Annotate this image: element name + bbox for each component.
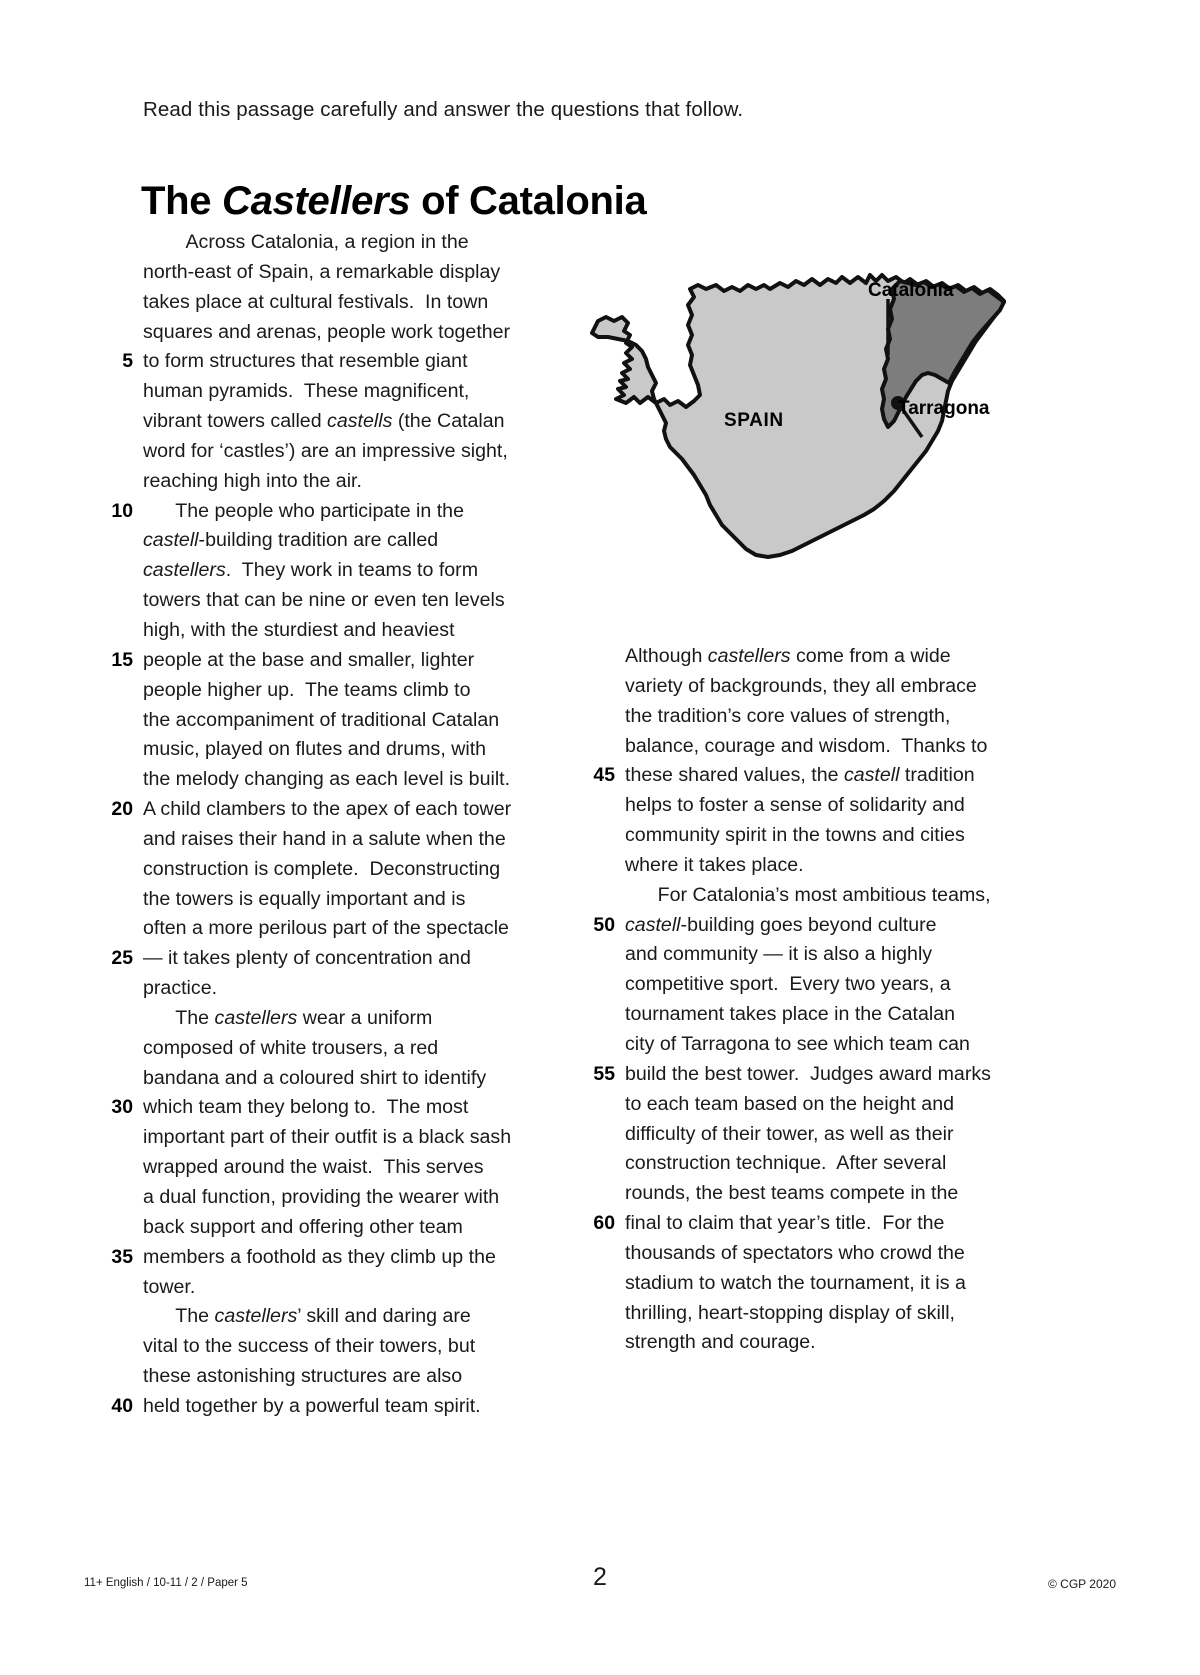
passage-line-text bbox=[143, 1123, 511, 1153]
passage-line-text bbox=[143, 676, 470, 706]
passage-line-text bbox=[625, 821, 965, 851]
map-label-tarragona: Tarragona bbox=[898, 398, 990, 419]
line-text-segment: Although bbox=[625, 645, 708, 667]
line-text-segment: -building goes beyond culture bbox=[680, 913, 937, 936]
passage-line bbox=[96, 407, 526, 437]
line-number: 20 bbox=[111, 798, 133, 821]
passage-line-text bbox=[625, 851, 804, 881]
passage-line bbox=[96, 288, 526, 318]
passage-line-text bbox=[625, 1000, 955, 1030]
map-label-catalonia: Catalonia bbox=[868, 280, 954, 301]
title-italic-word: Castellers bbox=[222, 178, 411, 223]
line-italic-term: castellers bbox=[214, 1305, 298, 1328]
passage-line bbox=[578, 970, 1008, 1000]
passage-line-text bbox=[143, 795, 511, 825]
line-text-segment: wrapped around the waist. This serves bbox=[143, 1156, 484, 1179]
passage-line-text bbox=[143, 258, 500, 288]
line-text-segment: thrilling, heart-stopping display of skill, bbox=[625, 1301, 955, 1324]
line-text-segment: variety of backgrounds, they all embrace bbox=[625, 674, 977, 697]
map-of-spain bbox=[570, 255, 1010, 585]
line-text-segment: and raises their hand in a salute when the bbox=[143, 827, 506, 850]
line-number: 5 bbox=[122, 350, 133, 373]
line-text-segment: reaching high into the air. bbox=[143, 469, 362, 492]
passage-line-text bbox=[143, 467, 362, 497]
passage-line-text bbox=[143, 1273, 195, 1303]
passage-line bbox=[578, 1060, 1008, 1090]
line-text-segment: often a more perilous part of the spectacle bbox=[143, 917, 509, 940]
line-text-segment: music, played on flutes and drums, with bbox=[143, 738, 487, 761]
line-text-segment: and community — it is also a highly bbox=[625, 943, 933, 966]
line-text-segment: the melody changing as each level is built. bbox=[143, 768, 511, 791]
passage-line-text bbox=[625, 1269, 966, 1299]
line-number: 35 bbox=[111, 1245, 133, 1268]
line-italic-term: castellers bbox=[214, 1006, 298, 1029]
reading-instruction: Read this passage carefully and answer the questions that follow. bbox=[143, 98, 744, 121]
line-text-segment: members a foothold as they climb up the bbox=[143, 1245, 496, 1268]
passage-line bbox=[578, 1269, 1008, 1299]
passage-line-text bbox=[143, 1153, 484, 1183]
line-text-segment: these astonishing structures are also bbox=[143, 1365, 463, 1388]
passage-line-text bbox=[143, 616, 455, 646]
passage-line-text bbox=[143, 944, 471, 974]
line-text-segment: towers that can be nine or even ten levels bbox=[143, 589, 505, 612]
passage-line bbox=[96, 1183, 526, 1213]
passage-line-text bbox=[143, 1302, 471, 1332]
passage-line bbox=[96, 646, 526, 676]
passage-line bbox=[578, 672, 1008, 702]
line-text-segment: helps to foster a sense of solidarity and bbox=[625, 794, 965, 817]
passage-line bbox=[96, 467, 526, 497]
line-number: 60 bbox=[593, 1212, 615, 1235]
passage-line bbox=[578, 1149, 1008, 1179]
passage-line bbox=[96, 914, 526, 944]
passage-line-text bbox=[143, 646, 474, 676]
passage-line-text bbox=[625, 1060, 991, 1090]
line-text-segment: the towers is equally important and is bbox=[143, 887, 466, 910]
passage-line bbox=[96, 377, 526, 407]
line-italic-term: castell bbox=[625, 913, 681, 936]
passage-line-text bbox=[143, 1392, 481, 1422]
passage-line-text bbox=[625, 970, 951, 1000]
passage-line bbox=[96, 1243, 526, 1273]
line-text-segment: difficulty of their tower, as well as their bbox=[625, 1122, 954, 1145]
passage-line-text bbox=[143, 556, 478, 586]
passage-line bbox=[578, 1239, 1008, 1269]
passage-line-text bbox=[625, 642, 951, 672]
passage-line-text bbox=[625, 1179, 958, 1209]
title-text-before: The bbox=[141, 178, 223, 223]
passage-line-text bbox=[143, 1243, 496, 1273]
passage-line-text bbox=[143, 318, 510, 348]
line-text-segment: the accompaniment of traditional Catalan bbox=[143, 708, 500, 731]
passage-line bbox=[96, 1093, 526, 1123]
line-text-segment: held together by a powerful team spirit. bbox=[143, 1394, 481, 1417]
passage-line-text bbox=[143, 914, 509, 944]
footer-reference: 11+ English / 10-11 / 2 / Paper 5 bbox=[84, 1577, 248, 1589]
line-text-segment: tradition bbox=[899, 764, 975, 787]
line-number: 30 bbox=[111, 1096, 133, 1119]
passage-line-text bbox=[143, 377, 469, 407]
line-text-segment: stadium to watch the tournament, it is a bbox=[625, 1271, 966, 1294]
line-text-segment: where it takes place. bbox=[625, 853, 804, 876]
passage-line-text bbox=[143, 1034, 438, 1064]
passage-line-text bbox=[143, 526, 438, 556]
passage-line bbox=[96, 1153, 526, 1183]
page-footer bbox=[0, 1555, 1200, 1675]
passage-line bbox=[578, 1120, 1008, 1150]
line-text-segment: to each team based on the height and bbox=[625, 1092, 954, 1115]
line-text-segment: human pyramids. These magnificent, bbox=[143, 380, 470, 403]
passage-line bbox=[96, 885, 526, 915]
passage-line bbox=[578, 732, 1008, 762]
passage-line-text bbox=[625, 761, 975, 791]
passage-line bbox=[96, 1034, 526, 1064]
passage-line-text bbox=[625, 702, 950, 732]
passage-line bbox=[96, 1064, 526, 1094]
passage-line-text bbox=[625, 1299, 955, 1329]
passage-line bbox=[96, 497, 526, 527]
line-number: 45 bbox=[593, 764, 615, 787]
passage-line-text bbox=[625, 1030, 970, 1060]
passage-line-text bbox=[625, 1209, 944, 1239]
line-text-segment: rounds, the best teams compete in the bbox=[625, 1182, 959, 1205]
passage-line bbox=[96, 795, 526, 825]
line-text-segment: composed of white trousers, a red bbox=[143, 1036, 439, 1059]
passage-line-text bbox=[143, 347, 468, 377]
passage-line bbox=[96, 1392, 526, 1422]
line-text-segment: these shared values, the bbox=[625, 764, 844, 787]
passage-line bbox=[96, 974, 526, 1004]
line-text-segment: north-east of Spain, a remarkable display bbox=[143, 260, 501, 283]
line-italic-term: castell bbox=[843, 764, 900, 787]
page-title bbox=[141, 179, 646, 224]
passage-line-text bbox=[143, 735, 486, 765]
line-text-segment: A child clambers to the apex of each tower bbox=[143, 798, 512, 821]
passage-line-text bbox=[625, 1328, 816, 1358]
passage-line bbox=[96, 347, 526, 377]
passage-line bbox=[96, 526, 526, 556]
line-text-segment: thousands of spectators who crowd the bbox=[625, 1241, 965, 1264]
passage-line-text bbox=[625, 881, 991, 911]
passage-line bbox=[96, 1302, 526, 1332]
line-text-segment: final to claim that year’s title. For the bbox=[625, 1212, 945, 1235]
line-text-segment: The people who participate in the bbox=[143, 499, 464, 522]
passage-column-right bbox=[578, 642, 1008, 1358]
passage-line bbox=[96, 735, 526, 765]
passage-line-text bbox=[625, 1149, 946, 1179]
passage-line-text bbox=[143, 855, 500, 885]
title-text-after: of Catalonia bbox=[410, 178, 647, 223]
passage-line-text bbox=[143, 228, 469, 258]
passage-line-text bbox=[143, 706, 499, 736]
passage-line-text bbox=[625, 1120, 954, 1150]
line-text-segment: Across Catalonia, a region in the bbox=[143, 231, 469, 253]
passage-line-text bbox=[143, 974, 217, 1004]
passage-line bbox=[96, 1273, 526, 1303]
map-label-spain: SPAIN bbox=[724, 410, 784, 431]
passage-line bbox=[96, 556, 526, 586]
line-text-segment: For Catalonia’s most ambitious teams, bbox=[625, 883, 991, 906]
line-text-segment: a dual function, providing the wearer with bbox=[143, 1186, 500, 1208]
line-text-segment: community spirit in the towns and cities bbox=[625, 824, 965, 847]
line-text-segment: vibrant towers called bbox=[143, 410, 328, 433]
passage-line bbox=[578, 821, 1008, 851]
line-text-segment: (the Catalan bbox=[392, 410, 505, 433]
passage-line bbox=[96, 1332, 526, 1362]
line-text-segment: ’ skill and daring are bbox=[297, 1305, 471, 1328]
passage-line bbox=[96, 258, 526, 288]
passage-line-text bbox=[625, 791, 965, 821]
passage-line-text bbox=[625, 1239, 965, 1269]
line-text-segment: people at the base and smaller, lighter bbox=[143, 648, 475, 671]
line-text-segment: which team they belong to. The most bbox=[143, 1096, 469, 1119]
line-text-segment: the tradition’s core values of strength, bbox=[625, 704, 951, 727]
passage-line-text bbox=[143, 1183, 499, 1213]
line-text-segment: -building tradition are called bbox=[198, 529, 439, 552]
passage-line-text bbox=[625, 1090, 954, 1120]
passage-line bbox=[578, 1179, 1008, 1209]
passage-line bbox=[96, 616, 526, 646]
line-text-segment: wear a uniform bbox=[297, 1006, 433, 1029]
passage-line bbox=[96, 1004, 526, 1034]
line-text-segment: balance, courage and wisdom. Thanks to bbox=[625, 734, 988, 757]
line-text-segment: back support and offering other team bbox=[143, 1215, 463, 1238]
line-number: 10 bbox=[111, 499, 133, 522]
passage-line-text bbox=[143, 586, 505, 616]
line-italic-term: castellers bbox=[143, 559, 226, 582]
passage-line bbox=[578, 881, 1008, 911]
line-text-segment: practice. bbox=[143, 977, 218, 1000]
passage-line-text bbox=[625, 672, 977, 702]
passage-line bbox=[578, 851, 1008, 881]
passage-line bbox=[578, 1000, 1008, 1030]
passage-line-text bbox=[625, 911, 937, 941]
passage-line bbox=[578, 702, 1008, 732]
line-text-segment: word for ‘castles’) are an impressive sight, bbox=[143, 439, 508, 462]
line-text-segment: tower. bbox=[143, 1275, 196, 1298]
passage-line bbox=[96, 586, 526, 616]
passage-line-text bbox=[143, 288, 488, 318]
passage-line bbox=[578, 642, 1008, 672]
line-number: 55 bbox=[593, 1062, 615, 1085]
line-text-segment: strength and courage. bbox=[625, 1331, 816, 1354]
passage-line bbox=[578, 1090, 1008, 1120]
passage-column-left bbox=[96, 228, 526, 1422]
line-text-segment: high, with the sturdiest and heaviest bbox=[143, 618, 455, 641]
line-number: 50 bbox=[593, 913, 615, 936]
line-text-segment: — it takes plenty of concentration and bbox=[143, 947, 471, 970]
passage-line-text bbox=[143, 885, 465, 915]
passage-line bbox=[578, 1299, 1008, 1329]
passage-line-text bbox=[143, 1213, 463, 1243]
line-text-segment: The bbox=[143, 1305, 215, 1328]
line-italic-term: castell bbox=[143, 529, 199, 552]
line-number: 25 bbox=[111, 947, 133, 970]
footer-copyright: © CGP 2020 bbox=[1048, 1577, 1116, 1591]
passage-line-text bbox=[143, 437, 508, 467]
passage-line-text bbox=[143, 1362, 462, 1392]
passage-line bbox=[578, 761, 1008, 791]
passage-line-text bbox=[143, 1332, 475, 1362]
passage-line bbox=[96, 437, 526, 467]
passage-line bbox=[96, 706, 526, 736]
line-text-segment: takes place at cultural festivals. In town bbox=[143, 290, 489, 313]
line-text-segment: construction is complete. Deconstructing bbox=[143, 857, 501, 880]
passage-line-text bbox=[143, 1093, 468, 1123]
map-svg bbox=[570, 255, 1010, 585]
line-number: 15 bbox=[111, 648, 133, 671]
passage-line bbox=[96, 228, 526, 258]
passage-line-text bbox=[625, 732, 987, 762]
passage-line-text bbox=[143, 825, 506, 855]
line-text-segment: . They work in teams to form bbox=[225, 559, 479, 582]
line-text-segment: squares and arenas, people work together bbox=[143, 320, 511, 343]
line-text-segment: construction technique. After several bbox=[625, 1152, 947, 1175]
line-text-segment: tournament takes place in the Catalan bbox=[625, 1003, 956, 1026]
passage-line bbox=[96, 1362, 526, 1392]
passage-line bbox=[96, 855, 526, 885]
passage-line bbox=[578, 1209, 1008, 1239]
passage-line bbox=[96, 944, 526, 974]
passage-line bbox=[578, 1328, 1008, 1358]
page-number: 2 bbox=[593, 1563, 607, 1591]
passage-line bbox=[96, 1213, 526, 1243]
passage-line bbox=[96, 825, 526, 855]
line-text-segment: important part of their outfit is a black sash bbox=[143, 1126, 512, 1149]
line-italic-term: castells bbox=[327, 410, 393, 433]
line-text-segment: build the best tower. Judges award marks bbox=[625, 1062, 991, 1085]
passage-line bbox=[96, 676, 526, 706]
line-text-segment: The bbox=[143, 1006, 215, 1029]
passage-line bbox=[578, 1030, 1008, 1060]
passage-line-text bbox=[143, 1064, 486, 1094]
passage-line bbox=[578, 911, 1008, 941]
line-text-segment: city of Tarragona to see which team can bbox=[625, 1032, 970, 1055]
line-text-segment: vital to the success of their towers, but bbox=[143, 1335, 476, 1358]
passage-line-text bbox=[625, 940, 932, 970]
line-number: 40 bbox=[111, 1394, 133, 1417]
passage-line-text bbox=[143, 497, 464, 527]
passage-line bbox=[96, 1123, 526, 1153]
line-italic-term: castellers bbox=[707, 645, 791, 667]
passage-line-text bbox=[143, 407, 505, 437]
line-text-segment: people higher up. The teams climb to bbox=[143, 678, 471, 701]
passage-line bbox=[578, 940, 1008, 970]
line-text-segment: to form structures that resemble giant bbox=[143, 350, 468, 373]
passage-line-text bbox=[143, 765, 510, 795]
passage-line bbox=[96, 765, 526, 795]
line-text-segment: come from a wide bbox=[790, 645, 951, 667]
passage-line bbox=[96, 318, 526, 348]
passage-line bbox=[578, 791, 1008, 821]
line-text-segment: bandana and a coloured shirt to identify bbox=[143, 1066, 487, 1089]
passage-line-text bbox=[143, 1004, 432, 1034]
line-text-segment: competitive sport. Every two years, a bbox=[625, 973, 951, 996]
